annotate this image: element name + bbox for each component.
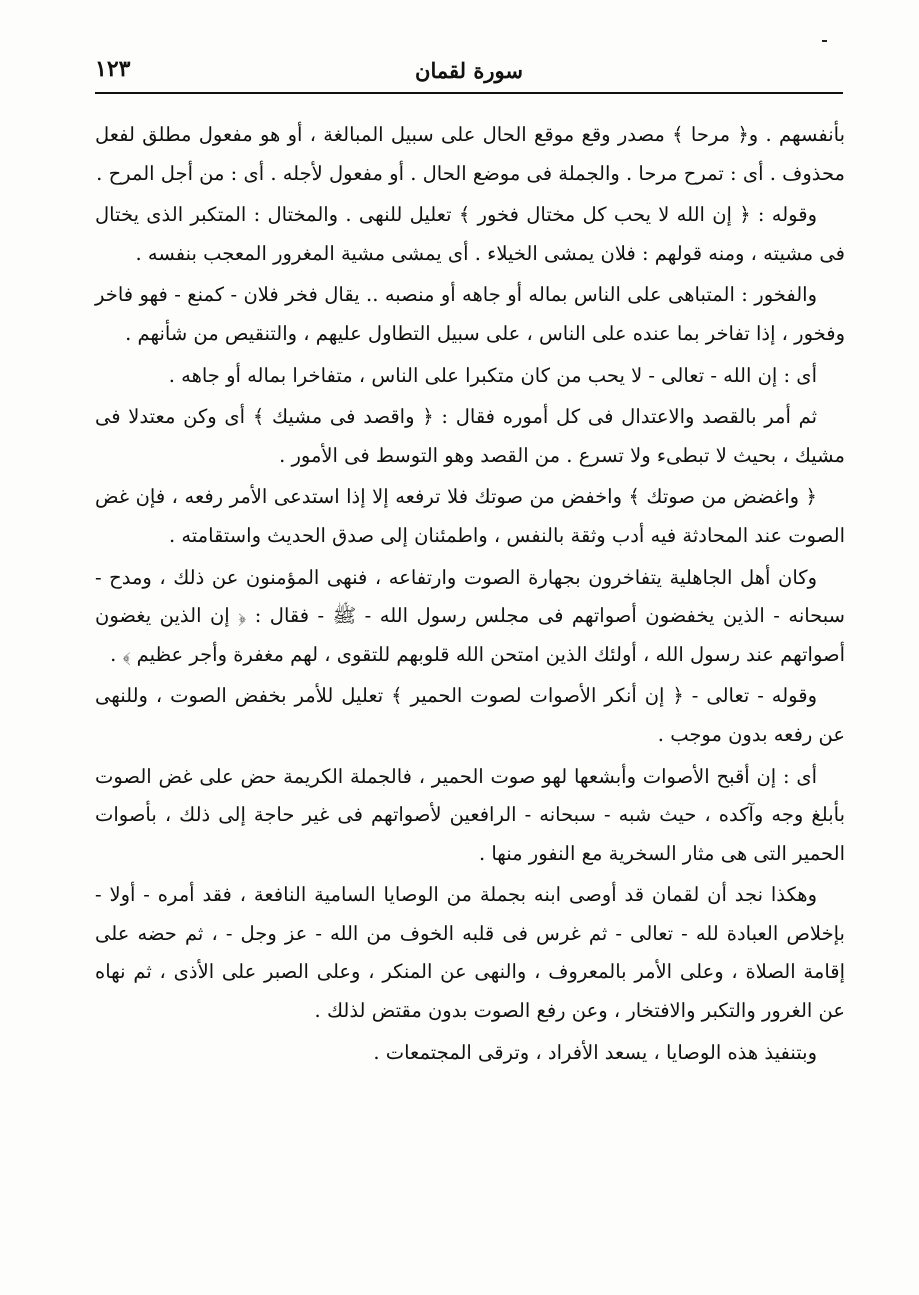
paragraph-7: وكان أهل الجاهلية يتفاخرون بجهارة الصوت وارتفاعه ، فنهى المؤمنون عن ذلك ، ومدح - سبحانه - الذين يخفضون أصواتهم فى مجلس رسول الله - ﷺ - فقال : ﴿ إن الذين يغضون أصواتهم عند رسول الله ، أولئك الذين امتحن الله قلوبهم للتقوى ، لهم مغفرة وأجر عظيم ﴾ . — [95, 565, 845, 666]
paragraph-6: ﴿ واغضض من صوتك ﴾ واخفض من صوتك فلا ترفعه إلا إذا استدعى الأمر رفعه ، فإن غض الصوت عند المحادثة فيه أدب وثقة بالنفس ، واطمئنان إلى صدق الحديث واستقامته . — [95, 485, 845, 547]
surah-title: سورة لقمان — [415, 58, 523, 83]
paragraph-11: وبتنفيذ هذه الوصايا ، يسعد الأفراد ، وترقى المجتمعات . — [373, 1040, 817, 1064]
paragraph-3: والفخور : المتباهى على الناس بماله أو جاهه أو منصبه .. يقال فخر فلان - كمنع - فهو فاخر وفخور ، إذا تفاخر بما عنده على الناس ، على سبيل التطاول عليهم ، والتنقيص من شأنهم . — [95, 283, 845, 345]
margin-mark — [822, 40, 827, 42]
page-number: ١٢٣ — [95, 56, 131, 82]
page-body — [95, 116, 845, 1075]
paragraph-10: وهكذا نجد أن لقمان قد أوصى ابنه بجملة من الوصايا السامية النافعة ، فقد أمره - أولا - بإخلاص العبادة لله - تعالى - ثم غرس فى قلبه الخوف من الله - عز وجل - ، ثم حضه على إقامة الصلاة ، وعلى الأمر بالمعروف ، والنهى عن المنكر ، وعلى الصبر على الأذى ، ثم نهاه عن الغرور والتكبر والافتخار ، وعن رفع الصوت بدون مقتض لذلك . — [95, 883, 845, 1023]
paragraph-5: ثم أمر بالقصد والاعتدال فى كل أموره فقال : ﴿ واقصد فى مشيك ﴾ أى وكن معتدلا فى مشيك ، بحيث لا تبطىء ولا تسرع . من القصد وهو التوسط فى الأمور . — [95, 405, 845, 467]
paragraph-9: أى : إن أقبح الأصوات وأبشعها لهو صوت الحمير ، فالجملة الكريمة حض على غض الصوت بأبلغ وجه وآكده ، حيث شبه - سبحانه - الرافعين لأصواتهم فى غير حاجة إلى ذلك ، بأصوات الحمير التى هى مثار السخرية مع النفور منها . — [95, 764, 845, 865]
paragraph-4: أى : إن الله - تعالى - لا يحب من كان متكبرا على الناس ، متفاخرا بماله أو جاهه . — [168, 363, 817, 387]
paragraph-8: وقوله - تعالى - ﴿ إن أنكر الأصوات لصوت الحمير ﴾ تعليل للأمر بخفض الصوت ، وللنهى عن رفعه بدون موجب . — [95, 684, 845, 746]
paragraph-1: بأنفسهم . و﴿ مرحا ﴾ مصدر وقع موقع الحال على سبيل المبالغة ، أو هو مفعول مطلق لفعل محذوف . أى : تمرح مرحا . والجملة فى موضع الحال . أو مفعول لأجله . أى : من أجل المرح . — [95, 123, 845, 185]
paragraph-2: وقوله : ﴿ إن الله لا يحب كل مختال فخور ﴾ تعليل للنهى . والمختال : المتكبر الذى يختال فى مشيته ، ومنه قولهم : فلان يمشى الخيلاء . أى يمشى مشية المغرور المعجب بنفسه . — [95, 203, 845, 265]
page-header — [95, 52, 843, 94]
